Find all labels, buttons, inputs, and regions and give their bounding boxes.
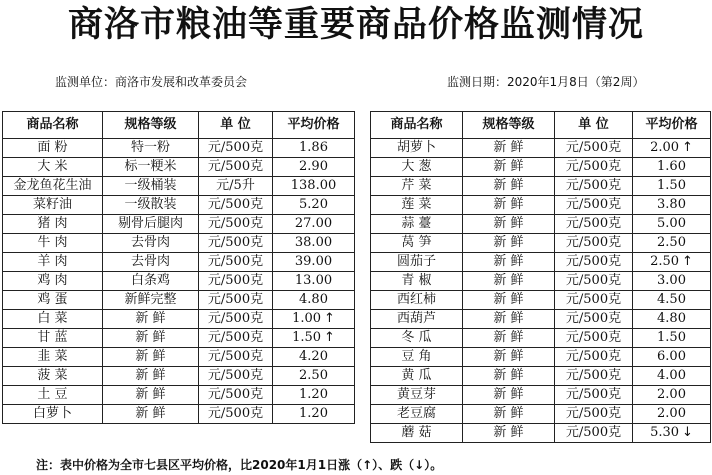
item-price [273,215,355,234]
item-name: 西葫芦 [371,310,463,329]
table-row [371,386,711,405]
item-name: 羊 肉 [3,253,103,272]
price-value: 3.80 [657,197,686,212]
item-price [633,367,711,386]
page-title: 商洛市粮油等重要商品价格监测情况 [67,5,644,45]
item-price [633,234,711,253]
item-unit: 元/500克 [199,386,273,405]
arrow-up-icon: ↑ [682,254,693,269]
item-price [633,291,711,310]
table-body-left [3,139,355,424]
table-row [3,310,355,329]
item-grade: 新 鲜 [463,291,555,310]
item-price [273,348,355,367]
item-grade: 去骨肉 [103,253,199,272]
table-row [371,367,711,386]
item-name: 老豆腐 [371,405,463,424]
item-name: 鸡 蛋 [3,291,103,310]
item-name: 甘 蓝 [3,329,103,348]
item-unit: 元/500克 [555,272,633,291]
item-price [633,158,711,177]
item-grade: 新 鲜 [103,386,199,405]
item-unit: 元/500克 [555,348,633,367]
table-row [3,177,355,196]
price-value: 4.00 [657,368,686,383]
table-row [3,196,355,215]
item-grade: 新 鲜 [463,405,555,424]
item-price [273,253,355,272]
item-price [273,158,355,177]
item-name: 面 粉 [3,139,103,158]
table-row [371,215,711,234]
price-value: 1.50 [657,330,686,345]
table-row [371,405,711,424]
item-grade: 白条鸡 [103,272,199,291]
item-unit: 元/500克 [199,215,273,234]
item-unit: 元/500克 [555,215,633,234]
item-name: 蘑 菇 [371,424,463,443]
header-name: 商品名称 [3,112,103,139]
header-price: 平均价格 [273,112,355,139]
header-grade: 规格等级 [103,112,199,139]
price-value: 1.20 [299,387,328,402]
item-grade: 新 鲜 [463,367,555,386]
item-unit: 元/500克 [199,272,273,291]
price-value: 138.00 [290,178,337,193]
arrow-up-icon: ↑ [682,140,693,155]
item-price [633,386,711,405]
price-value: 6.00 [657,349,686,364]
item-price [633,196,711,215]
item-unit: 元/500克 [555,158,633,177]
price-value: 1.60 [657,159,686,174]
item-grade: 去骨肉 [103,234,199,253]
item-unit: 元/500克 [199,291,273,310]
table-row [3,215,355,234]
item-name: 黄 瓜 [371,367,463,386]
monitoring-date: 监测日期：2020年1月8日（第2周） [447,75,645,89]
item-price [273,139,355,158]
table-row [3,272,355,291]
table-row [3,386,355,405]
table-row [371,424,711,443]
table-row [3,348,355,367]
table-row [3,158,355,177]
monitoring-unit: 监测单位：商洛市发展和改革委员会 [55,75,248,89]
item-name: 莲 菜 [371,196,463,215]
item-unit: 元/500克 [199,329,273,348]
table-header-row [3,112,355,139]
item-name: 白 菜 [3,310,103,329]
item-price [633,215,711,234]
item-name: 金龙鱼花生油 [3,177,103,196]
price-value: 1.86 [299,140,328,155]
item-unit: 元/5升 [199,177,273,196]
item-price [273,291,355,310]
price-value: 2.00 [657,406,686,421]
item-grade: 特一粉 [103,139,199,158]
item-name: 猪 肉 [3,215,103,234]
item-price [633,329,711,348]
item-unit: 元/500克 [555,367,633,386]
price-value: 27.00 [294,216,333,231]
price-value: 2.50 [299,368,328,383]
item-grade: 一级桶装 [103,177,199,196]
item-name: 黄豆芽 [371,386,463,405]
item-name: 大 米 [3,158,103,177]
table-row [3,234,355,253]
item-grade: 新鲜完整 [103,291,199,310]
item-grade: 新 鲜 [103,367,199,386]
header-price: 平均价格 [633,112,711,139]
item-unit: 元/500克 [199,348,273,367]
item-name: 冬 瓜 [371,329,463,348]
footnote: 注：表中价格为全市七县区平均价格，比2020年1月1日涨（↑）、跌（↓）。 [36,458,443,472]
item-price [273,386,355,405]
item-price [633,348,711,367]
item-name: 牛 肉 [3,234,103,253]
price-value: 4.20 [299,349,328,364]
item-name: 土 豆 [3,386,103,405]
price-value: 3.00 [657,273,686,288]
item-name: 西红柿 [371,291,463,310]
item-grade: 新 鲜 [463,139,555,158]
item-grade: 新 鲜 [463,177,555,196]
item-price [273,234,355,253]
item-name: 菜籽油 [3,196,103,215]
item-unit: 元/500克 [555,310,633,329]
table-row [3,405,355,424]
table-row [371,348,711,367]
price-value: 2.50 [657,235,686,250]
header-name: 商品名称 [371,112,463,139]
item-price [273,405,355,424]
price-value: 13.00 [294,273,333,288]
item-unit: 元/500克 [555,234,633,253]
item-name: 菠 菜 [3,367,103,386]
table-row [3,139,355,158]
item-grade: 一级散装 [103,196,199,215]
table-row [371,177,711,196]
item-grade: 新 鲜 [103,405,199,424]
item-unit: 元/500克 [555,177,633,196]
price-value: 1.50 [292,330,322,345]
item-unit: 元/500克 [199,253,273,272]
item-grade: 剔骨后腿肉 [103,215,199,234]
item-grade: 新 鲜 [463,424,555,443]
item-grade: 新 鲜 [463,158,555,177]
table-row [371,253,711,272]
table-row [371,291,711,310]
table-row [3,367,355,386]
header-unit: 单 位 [199,112,273,139]
item-name: 白萝卜 [3,405,103,424]
price-value: 4.80 [657,311,686,326]
arrow-up-icon: ↑ [324,311,335,326]
table-row [371,310,711,329]
item-price [273,329,355,348]
item-grade: 标一粳米 [103,158,199,177]
header-grade: 规格等级 [463,112,555,139]
item-price [273,177,355,196]
item-name: 大 葱 [371,158,463,177]
price-value: 4.80 [299,292,328,307]
price-value: 2.90 [299,159,328,174]
item-grade: 新 鲜 [463,310,555,329]
item-price [273,272,355,291]
item-unit: 元/500克 [199,139,273,158]
price-value: 1.20 [299,406,328,421]
price-value: 4.50 [657,292,686,307]
price-value: 38.00 [294,235,333,250]
item-grade: 新 鲜 [463,253,555,272]
item-name: 豆 角 [371,348,463,367]
item-price [633,139,711,158]
price-table-left [2,111,355,424]
item-unit: 元/500克 [199,310,273,329]
price-table-right [370,111,711,443]
item-unit: 元/500克 [555,386,633,405]
item-unit: 元/500克 [555,253,633,272]
arrow-up-icon: ↑ [324,330,335,345]
item-name: 蒜 薹 [371,215,463,234]
item-grade: 新 鲜 [463,329,555,348]
item-name: 圆茄子 [371,253,463,272]
price-value: 2.50 [650,254,680,269]
item-grade: 新 鲜 [463,348,555,367]
item-unit: 元/500克 [199,158,273,177]
item-unit: 元/500克 [199,367,273,386]
item-grade: 新 鲜 [463,234,555,253]
item-grade: 新 鲜 [103,310,199,329]
table-row [3,329,355,348]
item-unit: 元/500克 [199,405,273,424]
table-row [3,291,355,310]
item-unit: 元/500克 [199,196,273,215]
item-unit: 元/500克 [555,291,633,310]
price-value: 1.50 [657,178,686,193]
price-value: 2.00 [650,140,680,155]
table-row [3,253,355,272]
table-header-row [371,112,711,139]
item-grade: 新 鲜 [463,215,555,234]
price-value: 5.00 [657,216,686,231]
table-row [371,139,711,158]
price-value: 5.20 [299,197,328,212]
item-name: 鸡 肉 [3,272,103,291]
item-unit: 元/500克 [555,139,633,158]
item-name: 莴 笋 [371,234,463,253]
item-grade: 新 鲜 [103,329,199,348]
arrow-down-icon: ↓ [682,425,693,440]
item-price [633,310,711,329]
table-row [371,329,711,348]
item-grade: 新 鲜 [463,272,555,291]
item-name: 胡萝卜 [371,139,463,158]
item-unit: 元/500克 [555,196,633,215]
table-row [371,158,711,177]
item-price [273,367,355,386]
item-price [633,177,711,196]
price-value: 2.00 [657,387,686,402]
item-price [633,272,711,291]
item-unit: 元/500克 [555,405,633,424]
item-unit: 元/500克 [199,234,273,253]
price-value: 5.30 [650,425,680,440]
item-price [273,196,355,215]
item-name: 芹 菜 [371,177,463,196]
item-price [273,310,355,329]
table-body-right [371,139,711,443]
price-value: 1.00 [292,311,322,326]
item-unit: 元/500克 [555,329,633,348]
table-row [371,196,711,215]
item-price [633,424,711,443]
item-price [633,405,711,424]
item-price [633,253,711,272]
table-row [371,272,711,291]
price-value: 39.00 [294,254,333,269]
item-grade: 新 鲜 [463,196,555,215]
item-name: 韭 菜 [3,348,103,367]
table-row [371,234,711,253]
header-unit: 单 位 [555,112,633,139]
item-name: 青 椒 [371,272,463,291]
item-grade: 新 鲜 [463,386,555,405]
item-grade: 新 鲜 [103,348,199,367]
item-unit: 元/500克 [555,424,633,443]
